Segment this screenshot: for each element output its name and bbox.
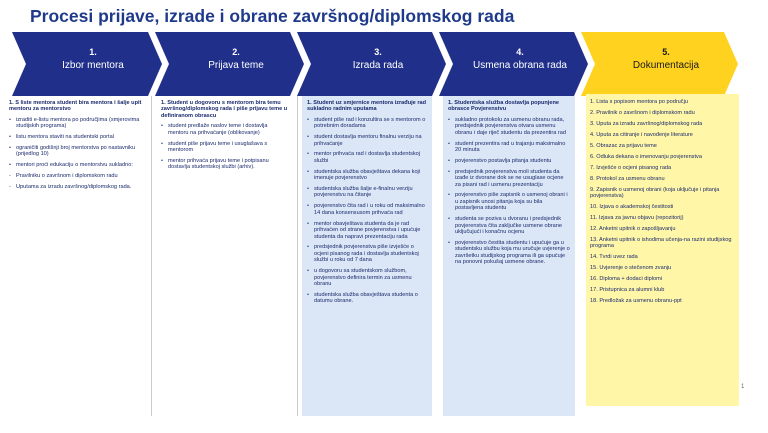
step-number: 1. xyxy=(89,47,97,57)
page-title: Procesi prijave, izrade i obrane završnog/diplomskog rada xyxy=(30,6,515,26)
column-list xyxy=(448,117,570,266)
step-4-label xyxy=(460,45,580,73)
list-item: • povjerenstvo čita rad i u roku od maksimalno 14 dana konsensusom prihvaća rad xyxy=(307,203,427,216)
step-number: 4. xyxy=(516,47,524,57)
list-item: • predsjednik povjerenstva moli studenta da izađe iz dvorane dok se ne usuglase ocjene za pisani rad i usmenu prezentaciju xyxy=(448,169,570,188)
step-number: 3. xyxy=(374,47,382,57)
step-name: Prijava teme xyxy=(208,60,264,71)
step-number: 5. xyxy=(662,47,670,57)
column-izbor-mentora xyxy=(4,96,148,406)
list-item: - Uputama za izradu završnog/diplomskog rada. xyxy=(9,184,143,190)
list-item: • studentska služba šalje e-finalnu verziju povjerenstvu na čitanje xyxy=(307,186,427,199)
page-number: 1 xyxy=(741,384,745,390)
document-item: 7. Izvješće o ocjeni pisanog rada xyxy=(590,165,672,171)
document-item: 4. Uputa za citiranje i navođenje literature xyxy=(590,132,693,138)
document-item: 9. Zapisnik o usmenoj obrani (koja uključuje i pitanja povjerenstva) xyxy=(590,187,720,200)
list-item: • povjerenstvo čestita studentu i upućuje ga u studentsku službu koja mu uručuje uvjerenje o završetku studijskog programa ili ga upućuje na ponovni pokušaj usmene obrane. xyxy=(448,240,570,266)
step-2-label xyxy=(176,45,296,73)
list-item: • sukladno protokolu za usmenu obranu rada, predsjednik povjerenstva otvara usmenu obranu i daje riječ studentu da prezentira rad xyxy=(448,117,570,136)
list-item: • studentska služba obavještava dekana koji imenuje povjerenstvo xyxy=(307,169,427,182)
document-item: 11. Izjava za javnu objavu (repozitorij) xyxy=(590,215,684,222)
column-heading: 1. S liste mentora student bira mentora i šalje upit mentoru za mentorstvo xyxy=(9,100,142,113)
list-item: • povjerenstvo piše zapisnik o usmenoj obrani i u zapisnik unosi pitanja koja su bila postavljena studentu xyxy=(448,192,570,211)
list-item: • student dostavlja mentoru finalnu verziju na prihvaćanje xyxy=(307,134,427,147)
column-heading: 1. Student u dogovoru s mentorom bira temu završnog/diplomskog rada i piše prijavu teme u definiranom obrascu xyxy=(161,100,288,119)
document-item: 14. Tvrdi uvez rada xyxy=(590,254,638,261)
column-usmena-obrana xyxy=(443,96,575,416)
list-item: • ograničiti godišnji broj mentorstva po nastavniku (prijedlog 10) xyxy=(9,145,143,158)
list-item: • mentori proći edukaciju o mentorstvu sukladno: xyxy=(9,162,143,168)
list-item: • predsjednik povjerenstva piše izvješće o ocjeni pisanog rada i dostavlja studentskoj službi u roku od 7 dana xyxy=(307,244,427,263)
document-item: 6. Odluka dekana o imenovanju povjerenstva xyxy=(590,154,702,160)
document-item: 13. Anketni upitnik o ishodima učenja-na razini studijskog programa xyxy=(590,237,732,250)
list-item: • mentor prihvaća prijavu teme i potpisanu dostavlja studentskoj službi (arhiv). xyxy=(161,158,289,171)
column-divider xyxy=(297,96,298,416)
step-3-label xyxy=(318,45,438,73)
document-item: 12. Anketni upitnik o zapošljavanju xyxy=(590,226,676,233)
list-item: • student predlaže naslov teme i dostavlja mentoru na prihvaćanje (oblikovanje) xyxy=(161,123,289,136)
column-dokumentacija xyxy=(586,94,739,406)
document-item: 5. Obrazac za prijavu teme xyxy=(590,143,657,149)
list-item: • studenta se poziva u dvoranu i predsjednik povjerenstva čita zaključke usmene obrane uključujući i konačnu ocjenu xyxy=(448,216,570,235)
step-name: Izbor mentora xyxy=(62,60,124,71)
documents-list xyxy=(590,99,735,305)
step-number: 2. xyxy=(232,47,240,57)
step-name: Izrada rada xyxy=(352,60,404,71)
column-list xyxy=(9,117,143,191)
column-list xyxy=(307,117,427,305)
step-name: Dokumentacija xyxy=(632,60,700,71)
column-divider xyxy=(151,96,152,416)
list-item: • izraditi e-listu mentora po područjima (smjerovima studijskih programa) xyxy=(9,117,143,130)
list-item: • u dogovoru sa studentskom službom, povjerenstvo definira termin za usmenu obranu xyxy=(307,268,427,287)
step-1-label xyxy=(33,45,153,73)
column-izrada-rada xyxy=(302,96,432,416)
column-list xyxy=(161,123,289,170)
list-item: • studentska služba obavještava studenta o datumu obrane. xyxy=(307,292,427,305)
document-item: 16. Diploma + dodaci diplomi xyxy=(590,276,662,283)
list-item: - Pravilniku o završnom i diplomskom radu xyxy=(9,173,143,179)
list-item: • student piše prijavu teme i usuglašava s mentorom xyxy=(161,141,289,154)
document-item: 15. Uvjerenje o stečenom zvanju xyxy=(590,265,672,272)
list-item: • student piše rad i konzultira se s mentorom o potrebnim doradama xyxy=(307,117,427,130)
list-item: • mentor prihvaća rad i dostavlja studentskoj službi xyxy=(307,151,427,164)
step-5-label xyxy=(606,45,726,73)
list-item: • mentor obavještava studenta da je rad prihvaćen od strane povjerenstva i upućuje studenta da napravi prezentaciju rada xyxy=(307,221,427,240)
column-heading: 1. Studentska služba dostavlja popunjene obrasce Povjerenstvu xyxy=(448,100,559,113)
document-item: 1. Lista s popisom mentora po području xyxy=(590,99,688,105)
list-item: • listu mentora staviti na studentski portal xyxy=(9,134,143,140)
document-item: 3. Uputa za izradu završnog/diplomskog rada xyxy=(590,121,703,127)
document-item: 10. Izjava o akademskoj čestitosti xyxy=(590,204,674,211)
document-item: 17. Pristupnica za alumni klub xyxy=(590,287,665,294)
column-heading: 1. Student uz smjernice mentora izrađuje rad sukladno radnim uputama xyxy=(307,100,427,113)
column-prijava-teme xyxy=(156,96,294,406)
document-item: 2. Pravilnik o završnom i diplomskom radu xyxy=(590,110,695,116)
document-item: 8. Protokol za usmenu obranu xyxy=(590,176,665,182)
step-name: Usmena obrana rada xyxy=(473,60,567,71)
list-item: • povjerenstvo postavlja pitanja studentu xyxy=(448,158,570,164)
list-item: • student prezentira rad u trajanju maksimalno 20 minuta xyxy=(448,141,570,154)
document-item: 18. Predložak za usmenu obranu-ppt xyxy=(590,298,682,305)
